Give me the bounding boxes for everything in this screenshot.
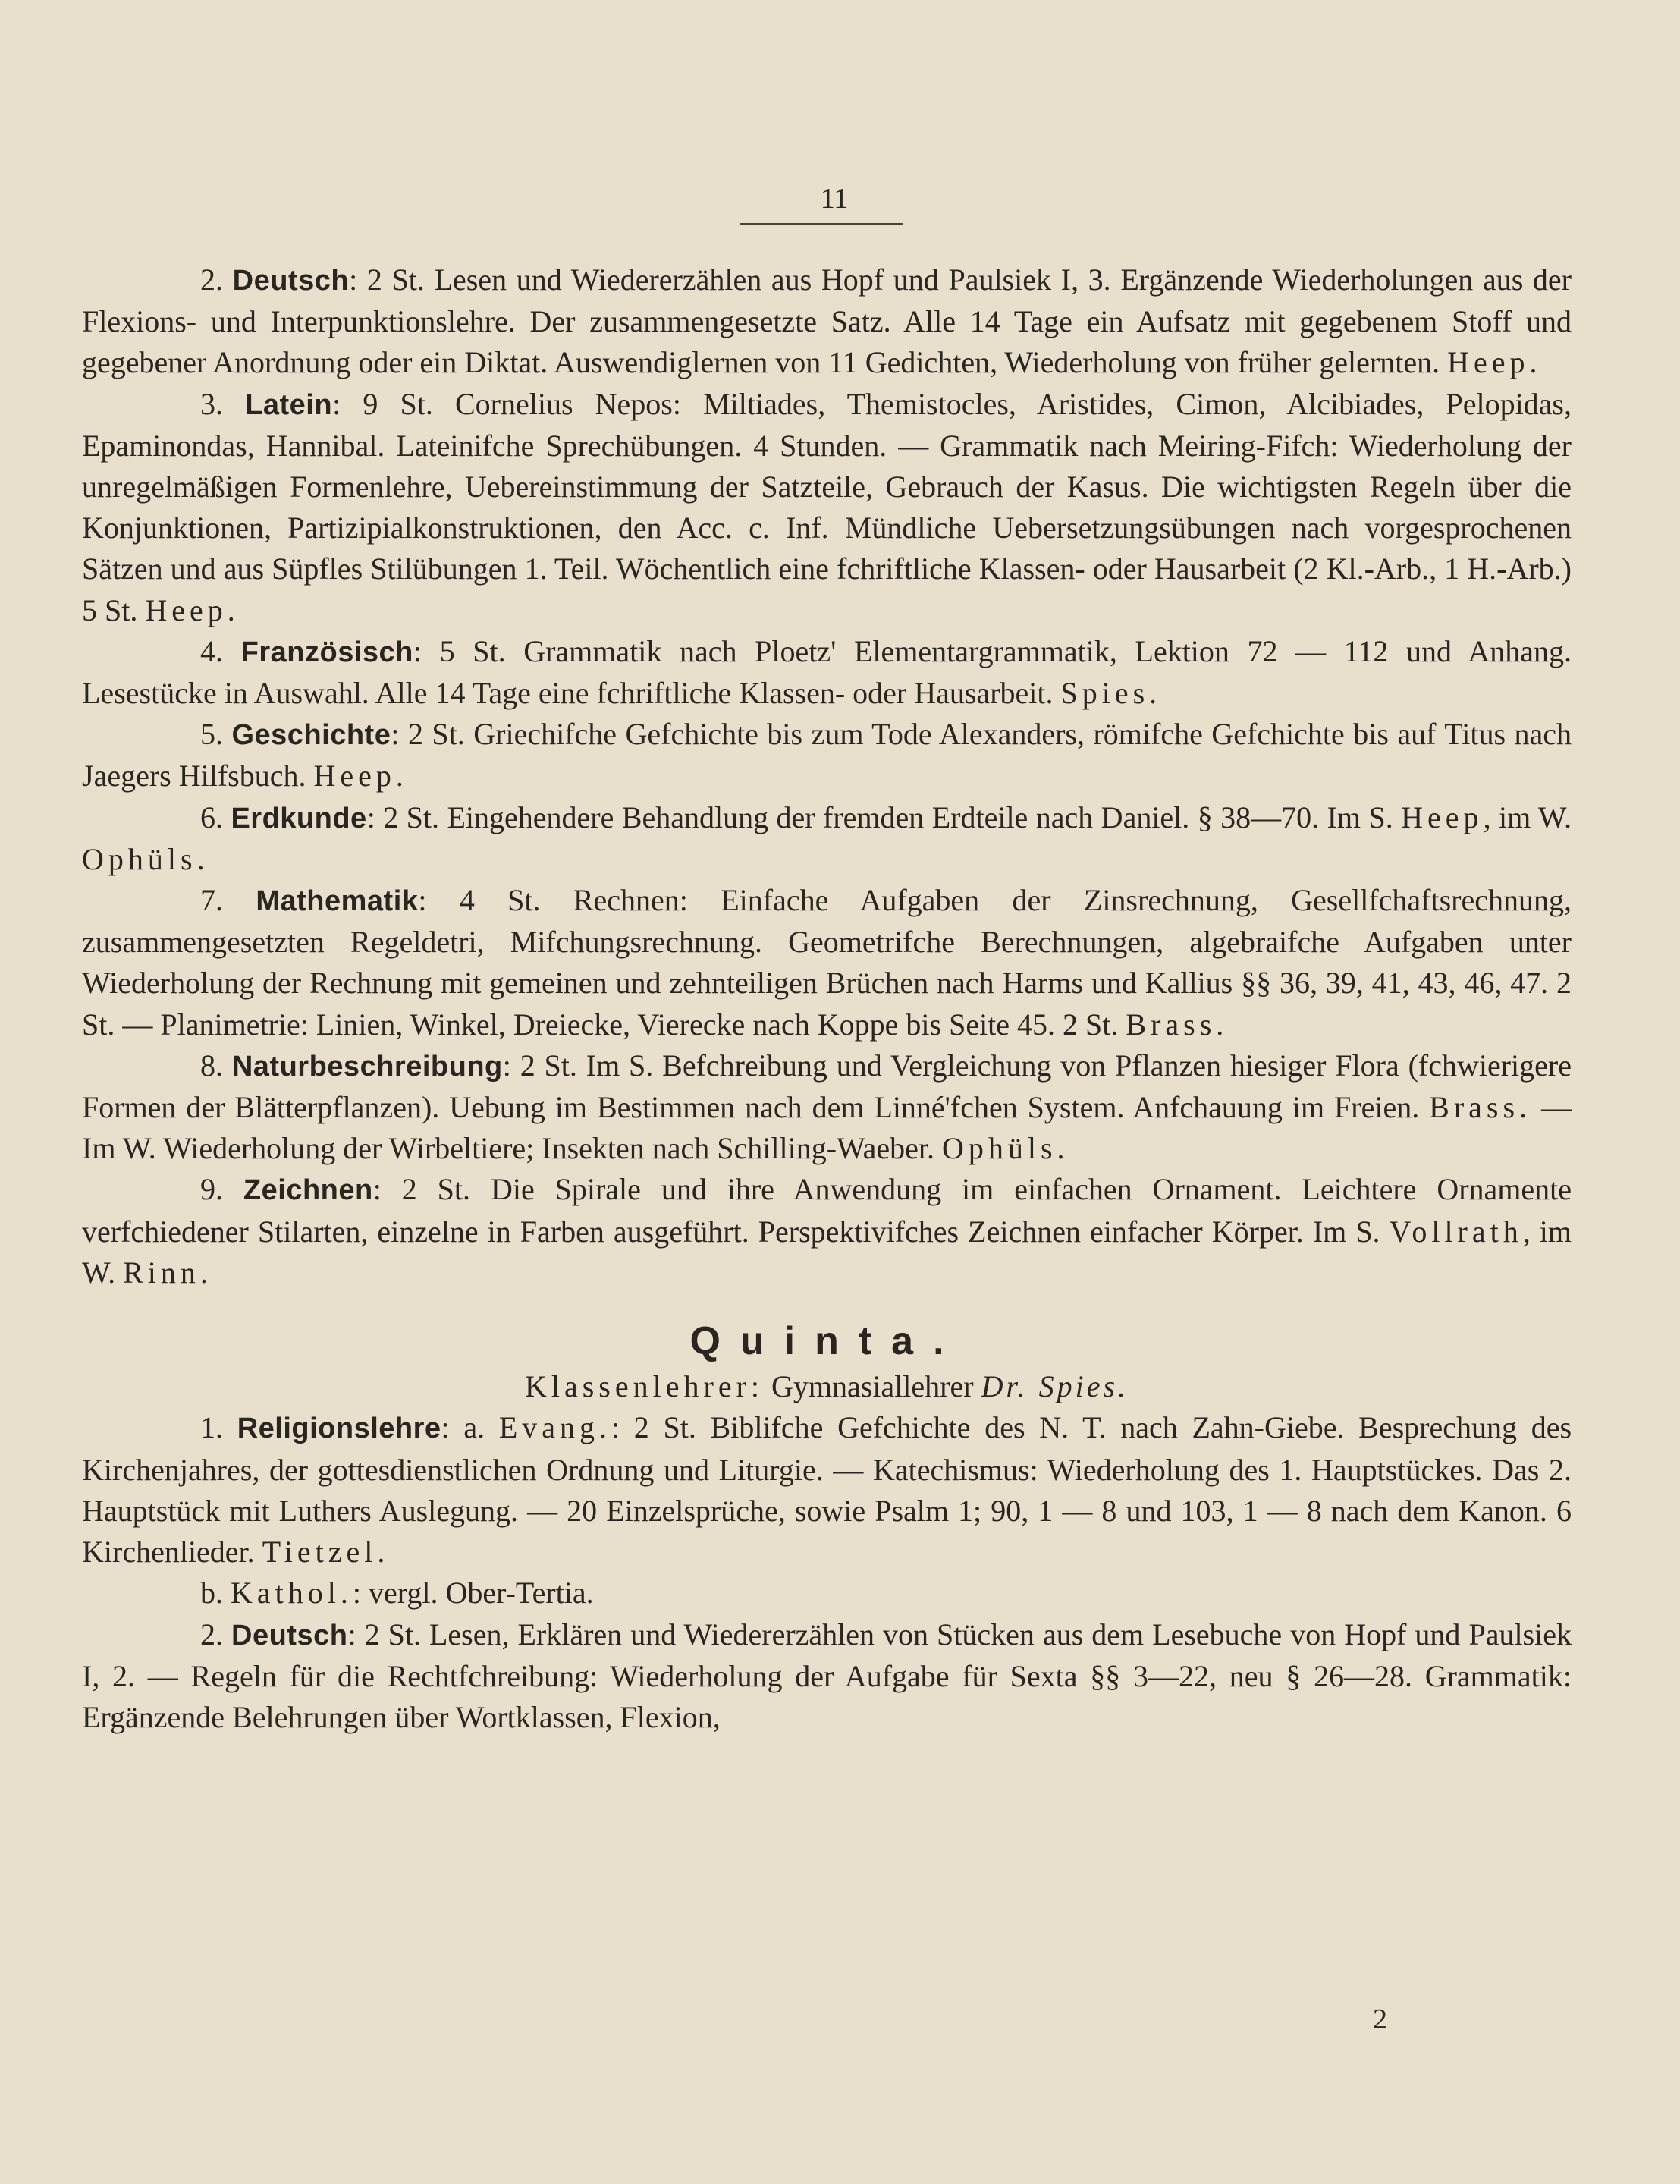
subject-paragraph-deutsch-quinta: 2. Deutsch: 2 St. Lesen, Erklären und Wiedererzählen von Stücken aus dem Lesebuche von Hopf und Paulsiek I, 2. — Regeln für die Rechtfchreibung: Wiederholung der Aufgabe für Sexta §§ 3—22, neu § 26—28. Grammatik: Ergänzende Belehrungen über Wortklassen, Flexion, (82, 1617, 1572, 1734)
teacher-name: Rinn. (123, 1255, 212, 1290)
teacher-name: Heep. (145, 592, 240, 627)
page-number-rule (740, 223, 903, 225)
teacher-name: Brass. (1126, 1007, 1229, 1042)
teacher-name: Heep (1401, 800, 1484, 834)
teacher-name: Heep. (313, 759, 408, 793)
section-heading-quinta: Quinta. (689, 1319, 964, 1364)
page-number: 11 (820, 183, 849, 215)
teacher-name: Brass. (1429, 1090, 1532, 1125)
subject-paragraph-mathematik: 7. Mathematik: 4 St. Rechnen: Einfache Aufgaben der Zinsrechnung, Gesellfchaftsrechnung, zusammengesetzten Regeldetri, Mifchungsrechnung. Geometrifche Berechnungen, algebraifche Aufgaben unter Wiederholung der Rechnung mit gemeinen und zehnteiligen Brüchen nach Harms und Kallius §§ 36, 39, 41, 43, 46, 47. 2 St. — Planimetrie: Linien, Winkel, Dreiecke, Vierecke nach Koppe bis Seite 45. 2 St. Brass. (82, 883, 1572, 1042)
subject-title: Religionslehre (237, 1413, 441, 1445)
teacher-name: Ophüls. (82, 841, 209, 876)
subject-title: Zeichnen (243, 1174, 373, 1207)
teacher-name: Vollrath (1389, 1214, 1523, 1249)
page-body (82, 259, 1572, 1738)
subject-paragraph-religionslehre: 1. Religionslehre: a. Evang.: 2 St. Biblifche Gefchichte des N. T. nach Zahn-Giebe. Besprechung des Kirchenjahres, der gottesdienstlichen Ordnung und Liturgie. — Katechismus: Wiederholung des 1. Hauptstückes. Das 2. Hauptstück mit Luthers Auslegung. — 20 Einzelsprüche, sowie Psalm 1; 90, 1 — 8 und 103, 1 — 8 nach dem Kanon. 6 Kirchenlieder. Tietzel. (82, 1410, 1572, 1570)
subject-paragraph-naturbeschreibung: 8. Naturbeschreibung: 2 St. Im S. Befchreibung und Vergleichung von Pflanzen hiesiger Flora (fchwierigere Formen der Blätterpflanzen). Uebung im Bestimmen nach dem Linné'fchen System. Anfchauung im Freien. Brass. — Im W. Wiederholung der Wirbeltiere; Insekten nach Schilling-Waeber. Ophüls. (82, 1048, 1572, 1166)
subject-title: Latein (245, 388, 333, 421)
subject-paragraph-franzoesisch: 4. Französisch: 5 St. Grammatik nach Ploetz' Elementargrammatik, Lektion 72 — 112 und Anhang. Lesestücke in Auswahl. Alle 14 Tage eine fchriftliche Klassen- oder Hausarbeit. Spies. (82, 633, 1572, 711)
subject-title: Mathematik (256, 885, 419, 918)
signature-mark: 2 (1373, 2003, 1387, 2035)
subject-title: Deutsch (232, 265, 350, 297)
subject-paragraph-geschichte: 5. Geschichte: 2 St. Griechifche Gefchichte bis zum Tode Alexanders, römifche Gefchichte bis auf Titus nach Jaegers Hilfsbuch. Heep. (82, 717, 1572, 793)
teacher-name: Tietzel. (262, 1535, 390, 1570)
subject-title: Französisch (240, 636, 413, 668)
teacher-name: Ophüls. (941, 1131, 1069, 1166)
religion-part-b: b. Kathol.: vergl. Ober-Tertia. (200, 1576, 594, 1611)
subject-paragraph-latein: 3. Latein: 9 St. Cornelius Nepos: Miltiades, Themistocles, Aristides, Cimon, Alcibiades, Pelopidas, Epaminondas, Hannibal. Lateinifche Sprechübungen. 4 Stunden. — Grammatik nach Meiring-Fifch: Wiederholung der unregelmäßigen Formenlehre, Uebereinstimmung der Satzteile, Gebrauch der Kasus. Die wichtigsten Regeln über die Konjunktionen, Partizipialkonstruktionen, den Acc. c. Inf. Mündliche Uebersetzungsübungen nach vorgesprochenen Sätzen und aus Süpfles Stilübungen 1. Teil. Wöchentlich eine fchriftliche Klassen- oder Hausarbeit (2 Kl.-Arb., 1 H.-Arb.) 5 St. Heep. (82, 386, 1572, 627)
subject-title: Deutsch (231, 1619, 348, 1651)
teacher-name: Heep. (1447, 345, 1542, 380)
class-teacher-line: Klassenlehrer: Gymnasiallehrer Dr. Spies. (524, 1369, 1129, 1404)
subject-title: Naturbeschreibung (231, 1050, 503, 1083)
teacher-name: Spies. (1060, 676, 1162, 711)
class-teacher-name: Dr. Spies. (981, 1369, 1129, 1404)
subject-paragraph-erdkunde: 6. Erdkunde: 2 St. Eingehendere Behandlung der fremden Erdteile nach Daniel. § 38—70. Im S. Heep, im W. Ophüls. (82, 800, 1572, 876)
subject-paragraph-deutsch: 2. Deutsch: 2 St. Lesen und Wiedererzählen aus Hopf und Paulsiek I, 3. Ergänzende Wiederholungen aus der Flexions- und Interpunktionslehre. Der zusammengesetzte Satz. Alle 14 Tage ein Aufsatz mit gegebenem Stoff und gegebener Anordnung oder ein Diktat. Auswendiglernen von 11 Gedichten, Wiederholung von früher gelernten. Heep. (82, 262, 1572, 380)
subject-title: Erdkunde (231, 802, 367, 834)
subject-paragraph-zeichnen: 9. Zeichnen: 2 St. Die Spirale und ihre Anwendung im einfachen Ornament. Leichtere Ornamente verfchiedener Stilarten, einzelne in Farben ausgeführt. Perspektivifches Zeichnen einfacher Körper. Im S. Vollrath, im W. Rinn. (82, 1172, 1572, 1290)
subject-title: Geschichte (231, 719, 391, 752)
